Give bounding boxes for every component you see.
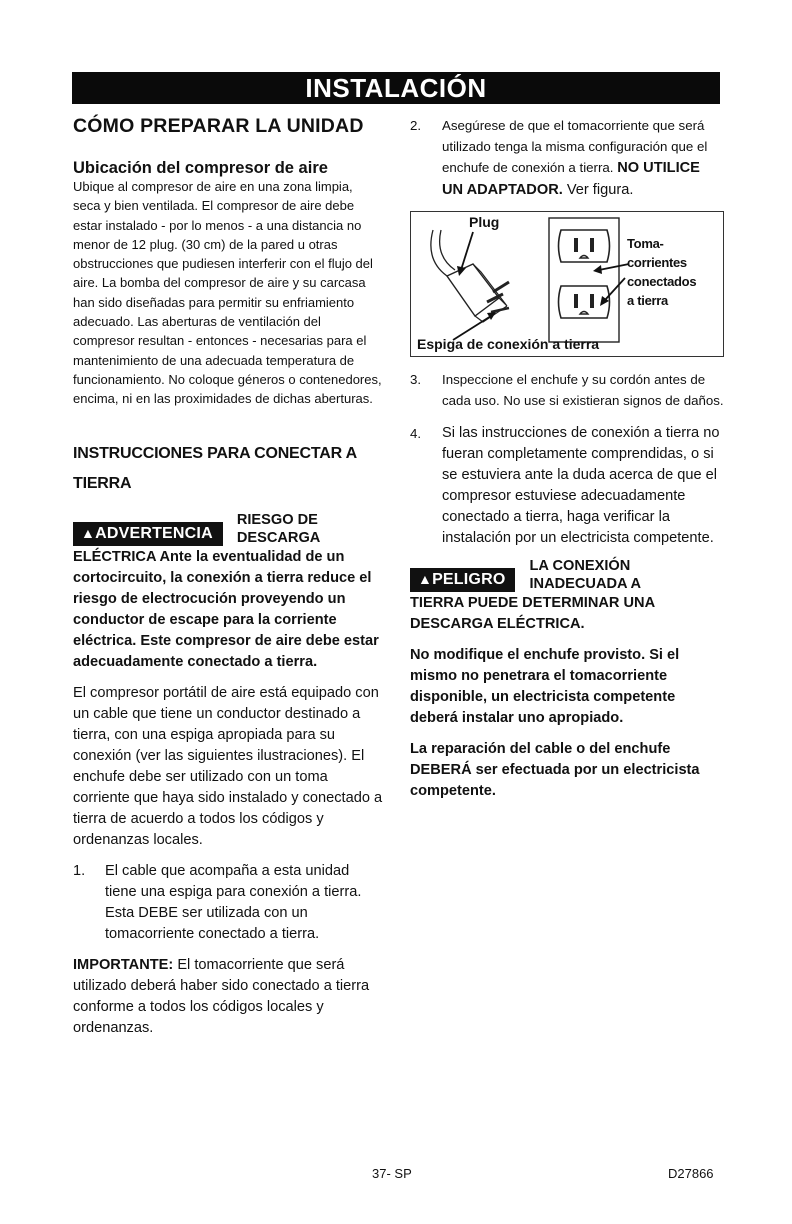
list-text: El cable que acompaña a esta unidad tiene una espiga para conexión a tierra. Esta DEBE ser utilizada con un tomacorriente conectado a tierra.	[105, 862, 362, 942]
plug-diagram	[410, 211, 724, 357]
danger-row	[410, 557, 725, 593]
plug-prong-icon	[493, 282, 509, 292]
warning-body: ELÉCTRICA Ante la eventualidad de un cortocircuito, la conexión a tierra reduce el riesgo de electrocución proveyendo un conductor de escape para la corriente eléctrica. Este compresor de aire debe estar adecuadamente conectado a tierra.	[73, 548, 379, 670]
outlet-label-line: conectados	[627, 274, 697, 289]
list-text	[442, 115, 725, 201]
item2-tail: Ver figura.	[562, 182, 634, 198]
ground-pin-label: Espiga de conexión a tierra	[417, 336, 600, 352]
warning-triangle-icon: ▲	[81, 524, 96, 541]
important-text: El tomacorriente que será utilizado deberá haber sido conectado a tierra conforme a todos los códigos locales y ordenanzas.	[73, 956, 370, 1036]
plug-body-icon	[447, 264, 499, 316]
section-title: CÓMO PREPARAR LA UNIDAD	[73, 115, 364, 137]
list-number: 2.	[410, 118, 422, 133]
ground-pin-icon	[491, 308, 509, 312]
item2-bold: NO UTILICE UN ADAPTADOR.	[442, 160, 700, 198]
outlet-label	[627, 234, 696, 310]
list-number: 4.	[410, 426, 422, 441]
danger-head: LA CONEXIÓN INADECUADA A	[529, 558, 642, 592]
important-label: IMPORTANTE:	[73, 956, 174, 973]
cord-line	[431, 230, 447, 276]
slot	[574, 238, 578, 252]
important-note	[73, 955, 383, 1039]
danger-badge-label: PELIGRO	[432, 571, 506, 588]
list-item-1	[73, 861, 383, 945]
list-text: Inspeccione el enchufe y su cordón antes de cada uso. No use si existieran signos de daños.	[442, 372, 724, 408]
location-heading: Ubicación del compresor de aire	[73, 159, 328, 177]
list-text: Si las instrucciones de conexión a tierra no fueran completamente comprendidas, o si se estuviera ante la duda acerca de que el compresor estuviese adecuadamente conectado a tierra, haga verificar la instalación por un electricista competente.	[442, 425, 720, 546]
slot	[590, 238, 594, 252]
left-column	[73, 115, 383, 1039]
warning-row	[73, 511, 383, 547]
document-code: D27866	[668, 1166, 714, 1181]
warning-head: RIESGO DE DESCARGA	[236, 511, 321, 546]
slot	[574, 294, 578, 308]
outlet-label-line: Toma-	[627, 236, 664, 251]
danger-body: TIERRA PUEDE DETERMINAR UNA DESCARGA ELÉCTRICA.	[410, 595, 655, 632]
list-number: 3.	[410, 372, 422, 387]
list-item-3	[410, 369, 725, 411]
danger-badge	[410, 568, 515, 592]
location-text: Ubique al compresor de aire en una zona limpia, seca y bien ventilada. El compresor de aire debe estar instalado - por lo menos - a una distancia no menor de 12 plug. (30 cm) de la pared u otras obstrucciones que pudiesen interferir con el flujo del aire. La bomba del compresor de aire y su carcasa han sido diseñadas para permitir su enfriamiento adecuado. Las aberturas de ventilación del compresor resultan - entonces - necesarias para el mantenimiento de una adecuada temperatura de funcionamiento. No coloque géneros o contenedores, encima, ni en las proximidades de dichas aberturas.	[73, 179, 382, 407]
plug-label: Plug	[469, 214, 500, 230]
list-number: 1.	[73, 862, 86, 879]
list-item-4	[410, 423, 725, 549]
warning-badge	[73, 522, 223, 546]
cord-line	[440, 230, 455, 270]
list-item-2	[410, 115, 725, 201]
warning-badge-label: ADVERTENCIA	[95, 524, 213, 542]
outlet-label-line: corrientes	[627, 255, 687, 270]
paragraph-1: El compresor portátil de aire está equipado con un cable que tiene un conductor destinado a tierra, con una espiga apropiada para su conexión (ver las siguientes ilustraciones). El enchufe debe ser utilizado con un toma corriente que haya sido instalado y conectado a tierra de acuerdo a todos los códigos y ordenanzas locales.	[73, 684, 383, 848]
page-banner: INSTALACIÓN	[72, 72, 720, 104]
page-number: 37- SP	[372, 1166, 412, 1181]
bold-paragraph-1: No modifique el enchufe provisto. Si el mismo no penetrara el tomacorriente disponible, un electricista competente deberá instalar uno apropiado.	[410, 647, 680, 726]
warning-triangle-icon: ▲	[418, 571, 433, 587]
grounding-heading: INSTRUCCIONES PARA CONECTAR A TIERRA	[73, 444, 357, 492]
right-column	[410, 115, 725, 802]
bold-paragraph-2: La reparación del cable o del enchufe DEBERÁ ser efectuada por un electricista competente.	[410, 741, 700, 799]
receptacle-upper-icon	[559, 230, 610, 262]
slot	[590, 294, 594, 308]
item2-text: Asegúrese de que el tomacorriente que será utilizado tenga la misma configuración que el enchufe de conexión a tierra.	[442, 118, 708, 175]
outlet-label-line: a tierra	[627, 293, 668, 308]
